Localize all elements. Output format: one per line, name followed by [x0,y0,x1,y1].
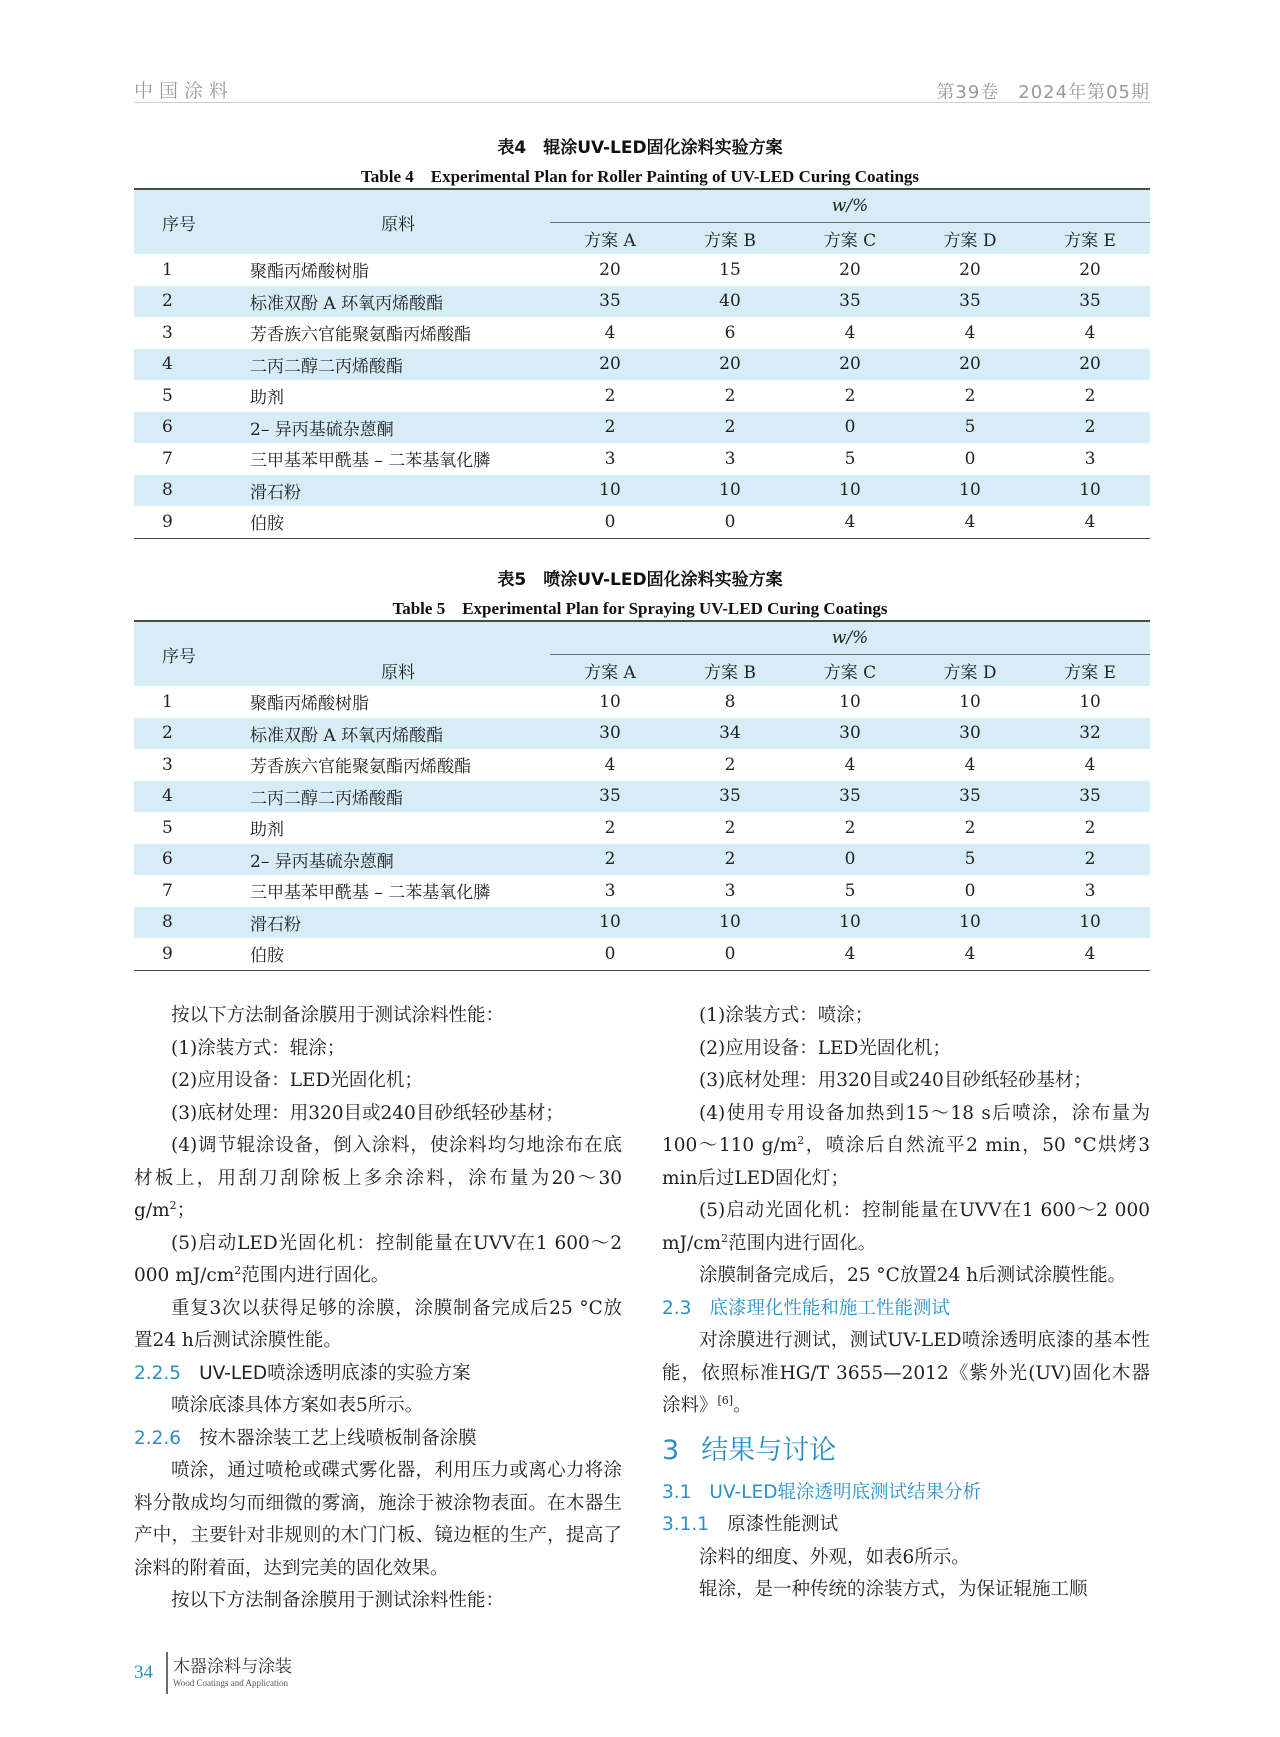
paragraph: 重复3次以获得足够的涂膜，涂膜制备完成后25 °C放置24 h后测试涂膜性能。 [134,1297,622,1351]
text: 范围内进行固化。 [241,1265,390,1286]
row-seq: 6 [134,412,246,444]
table-row [134,812,1150,844]
row-material: 三甲基苯甲酰基 – 二苯基氧化膦 [250,883,491,904]
table-row [134,254,1150,286]
row-value: 0 [964,880,976,901]
table5-header-plan: 方案 B [670,654,790,686]
text: (4)调节辊涂设备，倒入涂料，使涂料均匀地涂布在底材板上，用刮刀刮除板上多余涂料，涂布量为20～30 g/m [134,1135,622,1221]
row-value: 10 [550,907,670,939]
paragraph: 按以下方法制备涂膜用于测试涂料性能： [171,1005,505,1026]
row-value: 0 [670,506,790,538]
section-title: UV-LED喷涂透明底漆的实验方案 [199,1362,471,1384]
section-number: 3.1.1 [662,1514,710,1535]
row-value: 35 [550,286,670,318]
row-material: 二丙二醇二丙烯酸酯 [246,349,550,381]
row-value: 8 [724,691,736,712]
row-value: 35 [910,286,1030,318]
row-seq: 4 [134,349,246,381]
row-value: 5 [844,448,856,469]
row-value: 2 [844,385,856,406]
paragraph: 涂料的细度、外观，如表6所示。 [699,1546,970,1568]
row-value: 6 [724,322,736,343]
row-value: 30 [910,718,1030,750]
table5-caption-en: Table 5 Experimental Plan for Spraying UV-LED Curing Coatings [392,599,888,618]
row-seq: 3 [162,754,173,775]
row-value: 30 [790,718,910,750]
row-value: 10 [790,907,910,939]
row-value: 35 [670,781,790,813]
table4-caption-cn: 表4 辊涂UV-LED固化涂料实验方案 [497,138,783,158]
row-material: 标准双酚 A 环氧丙烯酸酯 [246,718,550,750]
row-value: 2 [670,844,790,876]
paragraph: 涂膜制备完成后，25 °C放置24 h后测试涂膜性能。 [699,1265,1127,1286]
paragraph: (2)应用设备：LED光固化机； [699,1037,951,1059]
row-value: 2 [724,754,736,775]
table5-header-plan: 方案 A [550,654,670,686]
row-value: 2 [1030,412,1150,444]
row-value: 2 [1084,385,1096,406]
section-number: 2.2.5 [134,1362,182,1384]
table-row [134,749,1150,781]
row-value: 2 [550,412,670,444]
row-value: 4 [790,938,910,970]
table-row [134,286,1150,318]
row-value: 20 [790,349,910,381]
row-value: 10 [1079,691,1101,712]
row-material: 助剂 [250,820,284,841]
row-value: 35 [1030,781,1150,813]
row-value: 5 [910,412,1030,444]
row-seq: 1 [162,691,173,712]
row-value: 3 [1084,448,1096,469]
section-title: 底漆理化性能和施工性能测试 [709,1297,950,1319]
section-heading-3-1 [662,1477,1150,1510]
row-seq: 9 [134,938,246,970]
row-value: 2 [670,412,790,444]
table-row [134,875,1150,907]
table-row [134,506,1150,538]
paragraph [134,1228,622,1293]
table5-header-plan: 方案 E [1030,654,1150,686]
row-material: 二丙二醇二丙烯酸酯 [246,781,550,813]
footer-divider [166,1652,168,1694]
row-value: 4 [1030,506,1150,538]
row-value: 0 [964,448,976,469]
table-row [134,718,1150,750]
row-value: 2 [1030,844,1150,876]
row-material: 聚酯丙烯酸树脂 [250,694,369,715]
table4-header-plan: 方案 E [1030,222,1150,254]
row-value: 10 [670,907,790,939]
row-value: 4 [1084,322,1096,343]
header-rule [134,102,1150,103]
row-seq: 5 [162,385,173,406]
text: (5)启动LED光固化机：控制能量在UVV在1 600～2 000 mJ/cm [134,1232,622,1286]
table-row [134,443,1150,475]
superscript: 2 [169,1198,177,1212]
text: 范围内进行固化。 [728,1232,877,1254]
row-value: 3 [604,448,616,469]
row-value: 2 [964,817,976,838]
row-seq: 6 [134,844,246,876]
footer-journal-cn: 木器涂料与涂装 [173,1657,292,1677]
table5-header-unit: w/% [550,621,1150,654]
table4-header-unit: w/% [550,189,1150,222]
section-title: 结果与讨论 [701,1434,837,1466]
table-row [134,317,1150,349]
paragraph: (2)应用设备：LED光固化机； [171,1070,423,1091]
row-value: 20 [1079,259,1101,280]
table-row [134,686,1150,718]
row-seq: 7 [162,448,173,469]
footer-journal-en: Wood Coatings and Application [173,1678,289,1688]
row-value: 20 [599,259,621,280]
row-value: 4 [964,322,976,343]
paragraph: 喷涂，通过喷枪或碟式雾化器，利用压力或离心力将涂料分散成均匀而细微的雾滴，施涂于被涂物表面。在木器生产中，主要针对非规则的木门门板、镜边框的生产，提高了涂料的附着面，达到完美的固化效果。 [134,1460,622,1579]
table4-header-plan: 方案 D [910,222,1030,254]
row-seq: 1 [162,259,173,280]
paragraph: 按以下方法制备涂膜用于测试涂料性能： [171,1590,505,1611]
row-value: 3 [724,448,736,469]
section-title: 原漆性能测试 [727,1514,839,1535]
table-row [134,475,1150,507]
text: (4)使用专用设备加热到15～18 s后喷涂，涂布量为100～110 g/m [662,1102,1150,1156]
row-value: 32 [1030,718,1150,750]
paragraph: (1)涂装方式：辊涂； [171,1037,346,1059]
section-title: UV-LED辊涂透明底测试结果分析 [709,1481,981,1503]
row-material: 助剂 [250,388,284,409]
row-material: 滑石粉 [246,907,550,939]
section-heading-3 [662,1433,1150,1469]
row-value: 2 [844,817,856,838]
table5-header-blank [246,621,550,654]
row-value: 5 [844,880,856,901]
row-value: 20 [839,259,861,280]
row-seq: 5 [162,817,173,838]
row-value: 30 [550,718,670,750]
table4-body [134,254,1150,538]
row-value: 2 [1084,817,1096,838]
row-value: 10 [959,691,981,712]
row-value: 10 [910,907,1030,939]
table-row [134,781,1150,813]
row-seq: 4 [134,781,246,813]
row-value: 4 [844,754,856,775]
row-value: 4 [844,322,856,343]
row-value: 0 [790,844,910,876]
section-title: 按木器涂装工艺上线喷板制备涂膜 [199,1427,477,1449]
row-value: 2 [964,385,976,406]
row-value: 4 [964,754,976,775]
row-value: 0 [550,938,670,970]
table-row [134,412,1150,444]
table4-header-plan: 方案 B [670,222,790,254]
row-material: 伯胺 [246,506,550,538]
row-material: 滑石粉 [246,475,550,507]
table-row [134,907,1150,939]
row-seq: 8 [134,475,246,507]
section-number: 3 [662,1434,680,1466]
row-value: 10 [839,691,861,712]
row-material: 聚酯丙烯酸树脂 [250,262,369,283]
row-value: 35 [910,781,1030,813]
section-heading-2-2-5 [134,1358,622,1391]
row-value: 20 [1030,349,1150,381]
section-number: 3.1 [662,1481,692,1503]
row-value: 3 [604,880,616,901]
table5-header-material: 原料 [246,654,550,686]
row-value: 35 [1030,286,1150,318]
page-number: 34 [134,1662,153,1683]
row-value: 4 [910,938,1030,970]
paragraph: 喷涂底漆具体方案如表5所示。 [171,1395,424,1416]
row-value: 35 [790,286,910,318]
paragraph [662,1325,1150,1423]
row-value: 4 [604,754,616,775]
row-value: 35 [550,781,670,813]
section-heading-2-3 [662,1293,1150,1326]
row-seq: 3 [162,322,173,343]
row-value: 4 [790,506,910,538]
row-value: 10 [910,475,1030,507]
table4-header-plan: 方案 C [790,222,910,254]
right-column [662,1000,1150,1607]
table4-header-seq: 序号 [134,189,246,254]
paragraph: 辊涂，是一种传统的涂装方式，为保证辊施工顺 [699,1579,1088,1600]
table4 [134,188,1150,539]
superscript: 2 [797,1133,805,1147]
table5 [134,620,1150,971]
row-seq: 2 [134,718,246,750]
paragraph [134,1130,622,1228]
table5-header-plan: 方案 D [910,654,1030,686]
paragraph [662,1098,1150,1196]
row-value: 15 [719,259,741,280]
text: ； [176,1200,196,1221]
table5-caption-cn: 表5 喷涂UV-LED固化涂料实验方案 [497,570,783,590]
table4-caption-en: Table 4 Experimental Plan for Roller Painting of UV-LED Curing Coatings [360,167,920,186]
superscript: 2 [234,1263,242,1277]
running-header-issue: 第39卷 2024年第05期 [936,82,1150,103]
superscript: 2 [721,1231,729,1245]
table5-header-seq: 序号 [134,621,246,686]
row-value: 2 [604,817,616,838]
row-material: 2– 异丙基硫杂蒽酮 [246,844,550,876]
row-material: 芳香族六官能聚氨酯丙烯酸酯 [250,325,471,346]
text: (5)启动光固化机：控制能量在UVV在1 600～2 000 mJ/cm [662,1200,1150,1254]
table4-header-plan: 方案 A [550,222,670,254]
row-value: 20 [550,349,670,381]
row-value: 5 [910,844,1030,876]
row-value: 2 [604,385,616,406]
row-seq: 9 [134,506,246,538]
row-material: 三甲基苯甲酰基 – 二苯基氧化膦 [250,451,491,472]
row-value: 4 [1030,938,1150,970]
table-row [134,844,1150,876]
row-value: 2 [550,844,670,876]
table-row [134,380,1150,412]
row-value: 2 [724,385,736,406]
row-value: 10 [599,691,621,712]
section-heading-3-1-1 [662,1509,1150,1542]
table-row [134,349,1150,381]
section-number: 2.2.6 [134,1427,182,1449]
citation: [6] [717,1393,734,1407]
row-value: 2 [724,817,736,838]
row-value: 10 [1030,907,1150,939]
row-seq: 8 [134,907,246,939]
row-value: 0 [790,412,910,444]
row-value: 10 [790,475,910,507]
section-number: 2.3 [662,1297,692,1319]
row-value: 20 [910,349,1030,381]
paragraph: (1)涂装方式：喷涂； [699,1005,874,1026]
row-material: 标准双酚 A 环氧丙烯酸酯 [246,286,550,318]
table4-header-material: 原料 [246,189,550,254]
paragraph: (3)底材处理：用320目或240目砂纸轻砂基材； [699,1070,1092,1091]
text: 。 [733,1395,752,1416]
row-value: 4 [1084,754,1096,775]
row-material: 伯胺 [246,938,550,970]
paragraph [662,1195,1150,1260]
paragraph: (3)底材处理：用320目或240目砂纸轻砂基材； [171,1102,564,1124]
row-material: 2– 异丙基硫杂蒽酮 [246,412,550,444]
text: ，喷涂后自然流平2 min，50 °C烘烤3 min后过LED固化灯； [662,1135,1151,1189]
row-value: 3 [1084,880,1096,901]
row-seq: 2 [134,286,246,318]
running-header-journal: 中国涂料 [134,80,235,102]
row-material: 芳香族六官能聚氨酯丙烯酸酯 [250,757,471,778]
row-value: 34 [670,718,790,750]
row-value: 10 [1030,475,1150,507]
table-row [134,938,1150,970]
table5-header-plan: 方案 C [790,654,910,686]
row-value: 40 [670,286,790,318]
row-value: 10 [670,475,790,507]
row-value: 0 [550,506,670,538]
row-value: 20 [670,349,790,381]
row-seq: 7 [162,880,173,901]
row-value: 0 [670,938,790,970]
row-value: 3 [724,880,736,901]
table5-body [134,686,1150,970]
text: 对涂膜进行测试，测试UV-LED喷涂透明底漆的基本性能，依照标准HG/T 3655—2012《紫外光(UV)固化木器涂料》 [662,1330,1150,1416]
row-value: 20 [959,259,981,280]
row-value: 4 [910,506,1030,538]
row-value: 35 [790,781,910,813]
row-value: 4 [604,322,616,343]
left-column [134,1000,622,1618]
section-heading-2-2-6 [134,1423,622,1456]
row-value: 10 [550,475,670,507]
